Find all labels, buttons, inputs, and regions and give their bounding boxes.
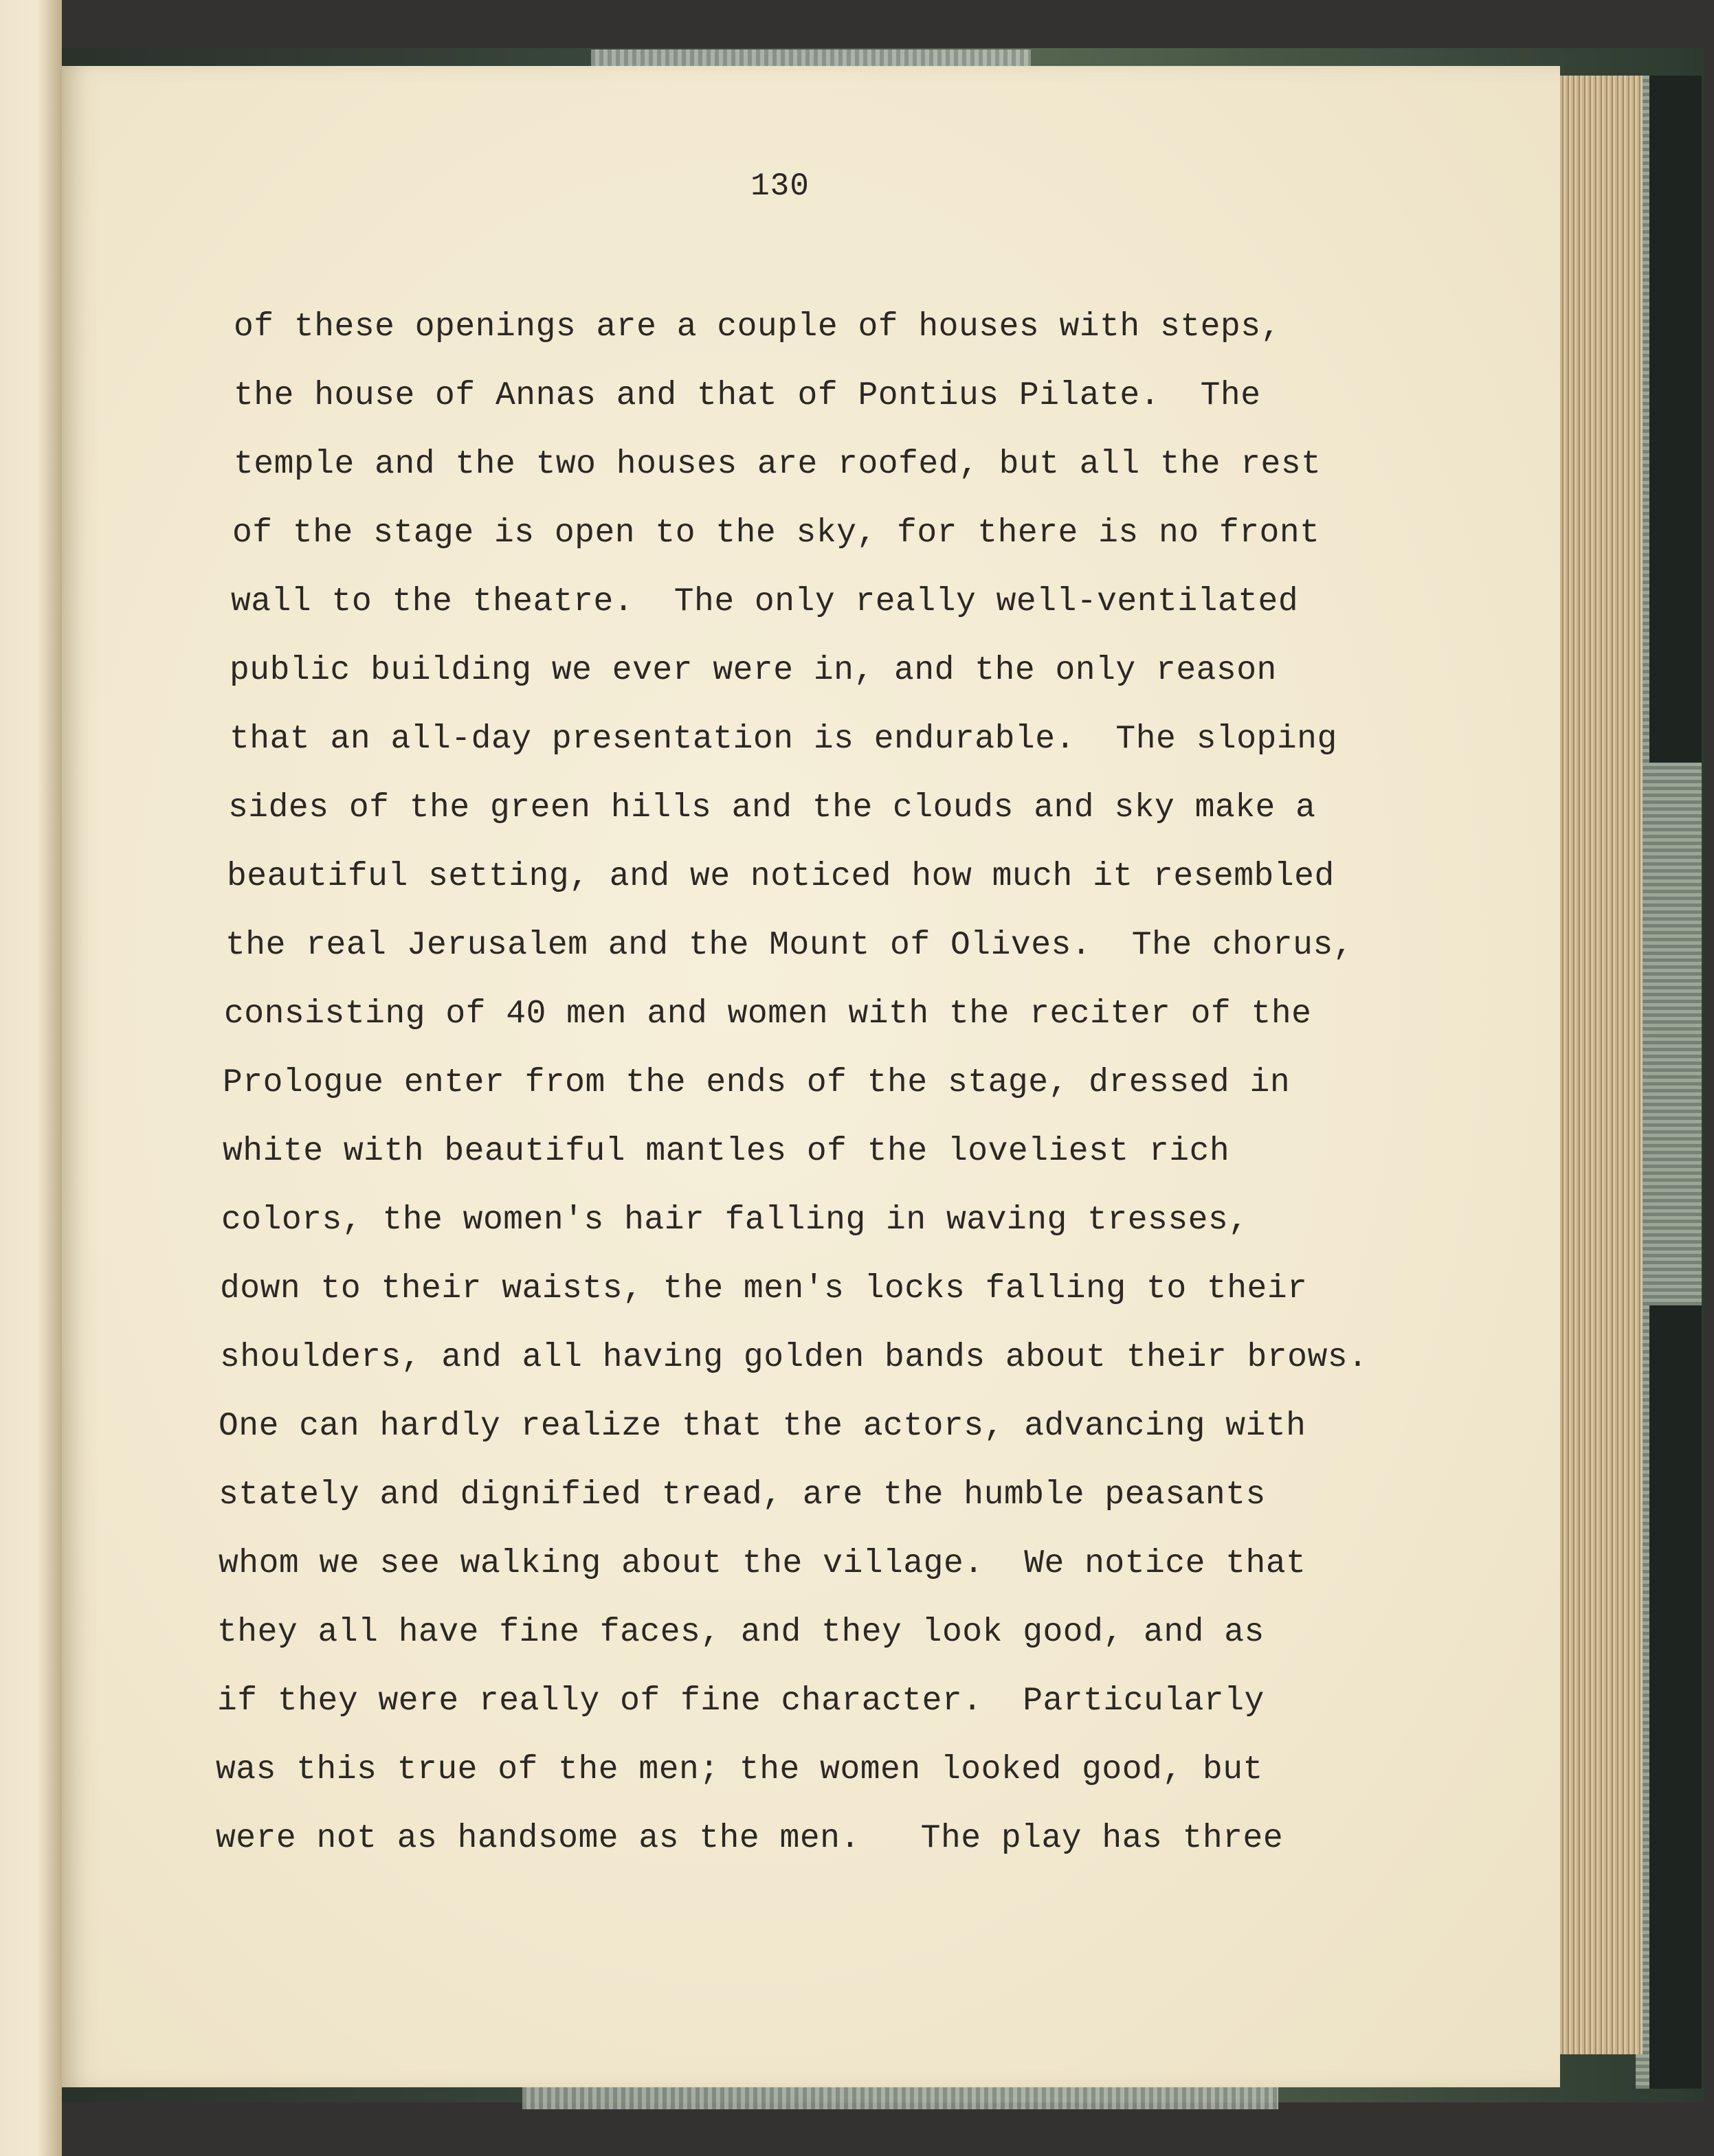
text-line: temple and the two houses are roofed, but all the rest	[234, 446, 1322, 483]
text-line: shoulders, and all having golden bands about their brows.	[220, 1339, 1368, 1376]
text-line: consisting of 40 men and women with the reciter of the	[224, 996, 1312, 1033]
page-number: 130	[750, 168, 810, 204]
text-line: colors, the women's hair falling in waving tresses,	[221, 1202, 1249, 1239]
text-line: down to their waists, the men's locks falling to their	[220, 1270, 1308, 1307]
text-line: the real Jerusalem and the Mount of Olives. The chorus,	[225, 927, 1354, 964]
text-line: wall to the theatre. The only really well-ventilated	[231, 583, 1299, 620]
text-line: sides of the green hills and the clouds and sky make a	[228, 789, 1316, 827]
text-line: of these openings are a couple of houses with steps,	[234, 308, 1281, 346]
text-line: that an all-day presentation is endurable. The sloping	[230, 721, 1337, 758]
text-line: stately and dignified tread, are the humble peasants	[219, 1476, 1266, 1514]
text-line: the house of Annas and that of Pontius Pilate. The	[234, 377, 1261, 414]
text-line: were not as handsome as the men. The play has three	[216, 1820, 1284, 1857]
text-line: they all have fine faces, and they look good, and as	[217, 1614, 1265, 1651]
text-line: was this true of the men; the women looked good, but	[216, 1751, 1263, 1788]
text-line: whom we see walking about the village. We notice that	[219, 1545, 1306, 1582]
text-line: white with beautiful mantles of the loveliest rich	[223, 1133, 1230, 1170]
text-line: if they were really of fine character. Particularly	[217, 1683, 1265, 1720]
text-line: Prologue enter from the ends of the stage, dressed in	[223, 1064, 1291, 1101]
text-line: beautiful setting, and we noticed how much it resembled	[227, 858, 1335, 895]
text-line: of the stage is open to the sky, for there is no front	[232, 515, 1320, 552]
text-line: One can hardly realize that the actors, advancing with	[219, 1408, 1306, 1445]
text-line: public building we ever were in, and the only reason	[230, 652, 1277, 689]
